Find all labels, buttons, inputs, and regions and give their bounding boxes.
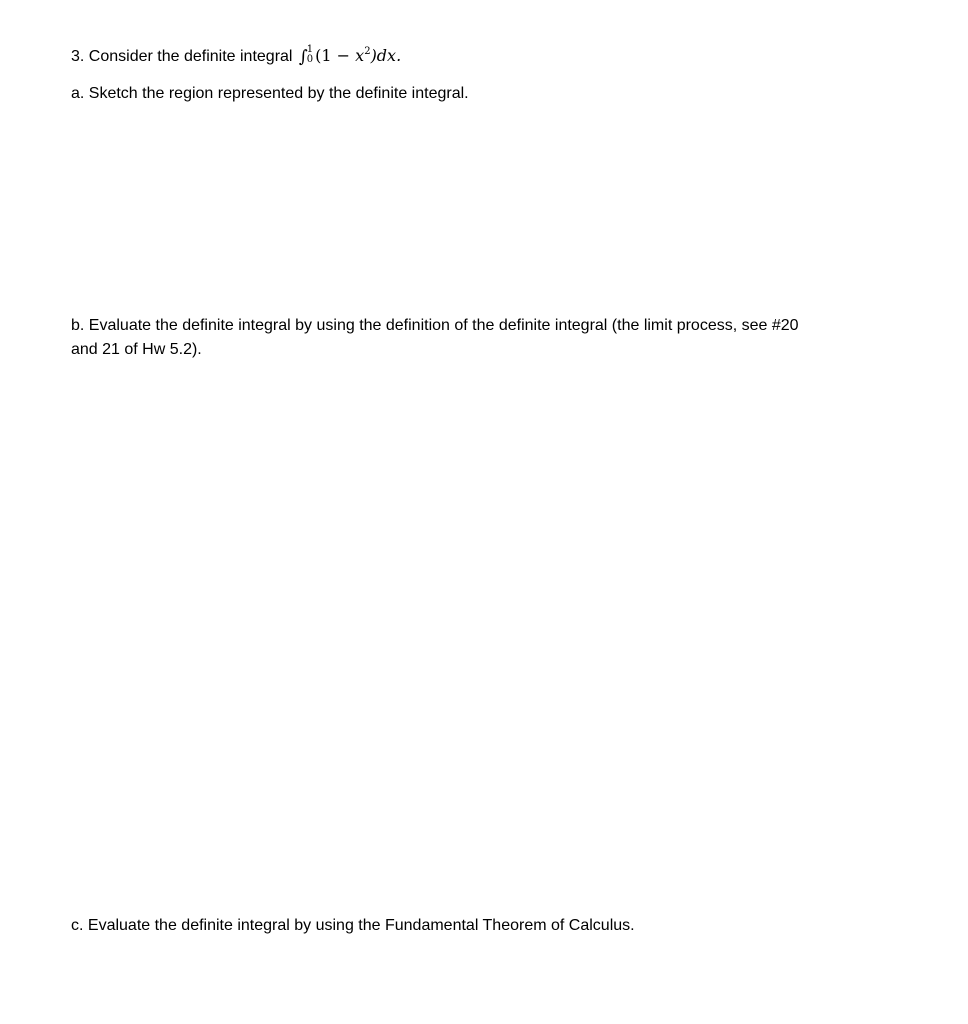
part-b-text-line1: b. Evaluate the definite integral by using the definition of the definite integral (the limit process, see #20	[71, 317, 799, 334]
part-c-text: c. Evaluate the definite integral by using the Fundamental Theorem of Calculus.	[71, 917, 635, 934]
part-b-text-line2: and 21 of Hw 5.2).	[71, 341, 202, 358]
integral-sign-icon: ∫	[298, 47, 308, 67]
integrand-open: (1 −	[315, 46, 356, 65]
integrand-variable: x	[355, 46, 365, 65]
integral-limits	[306, 43, 314, 65]
integral-expression	[297, 43, 402, 67]
integrand-exponent: 2	[364, 46, 371, 57]
integrand-close-differential: )dx.	[370, 46, 402, 65]
part-a-text: a. Sketch the region represented by the definite integral.	[71, 85, 469, 102]
question-3-title	[71, 40, 401, 69]
question-prompt: 3. Consider the definite integral	[71, 48, 293, 65]
integral-lower-limit: 0	[306, 53, 314, 65]
integral-upper-limit: 1	[306, 43, 314, 55]
